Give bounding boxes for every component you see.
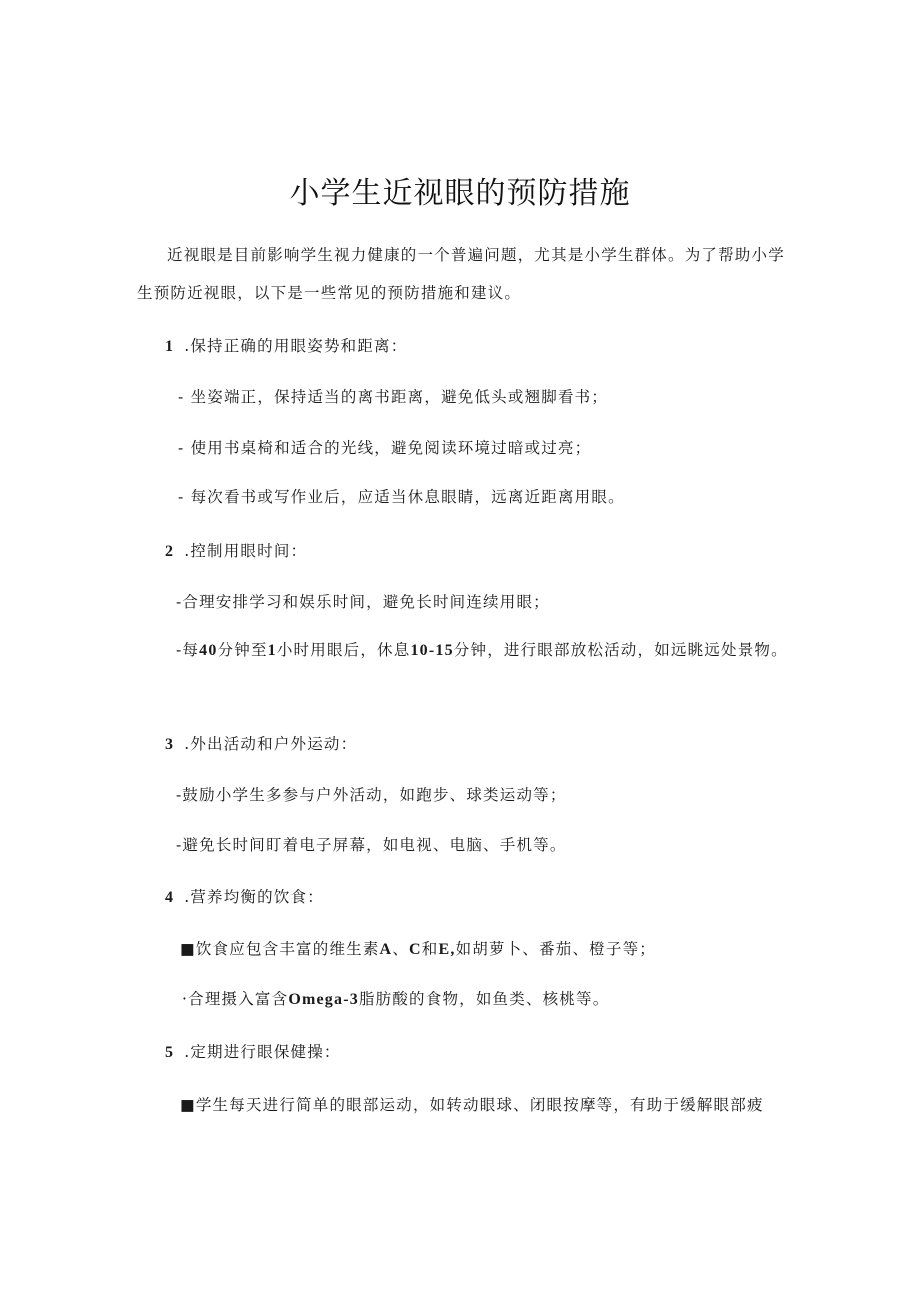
text-segment: ■饮食应包含丰富的维生素 <box>180 940 380 958</box>
section-5-number: 5 <box>165 1044 175 1061</box>
section-3-number: 3 <box>165 736 175 753</box>
page-title: 小学生近视眼的预防措施 <box>289 176 631 211</box>
text-segment: 分钟至 <box>217 641 268 659</box>
text-segment: 、 <box>392 940 410 958</box>
section-5-heading <box>165 1040 341 1062</box>
number-40: 40 <box>199 642 218 659</box>
section-2-item-long <box>137 631 792 670</box>
section-1-title: .保持正确的用眼姿势和距离： <box>184 337 408 355</box>
text-segment: -每 <box>176 641 200 659</box>
section-4-item <box>182 987 609 1009</box>
section-1-number: 1 <box>165 338 175 355</box>
section-3-item: -避免长时间盯着电子屏幕，如电视、电脑、手机等。 <box>176 836 567 854</box>
omega-3: Omega-3 <box>288 991 359 1008</box>
section-1-item: - 每次看书或写作业后，应适当休息眼睛，远离近距离用眼。 <box>178 488 625 506</box>
number-1: 1 <box>267 642 277 659</box>
text-segment: 和 <box>421 940 439 958</box>
section-2-item: -合理安排学习和娱乐时间，避免长时间连续用眼； <box>176 593 550 611</box>
section-1-item: - 坐姿端正，保持适当的离书距离，避免低头或翘脚看书； <box>178 388 609 406</box>
section-2-heading <box>165 539 307 561</box>
section-2-title: .控制用眼时间： <box>184 542 308 560</box>
text-segment: 分钟，进行眼部放松活动，如远眺远处景物。 <box>453 641 788 659</box>
intro-paragraph: 近视眼是目前影响学生视力健康的一个普遍问题，尤其是小学生群体。为了帮助小学生预防近视眼，以下是一些常见的预防措施和建议。 <box>137 246 785 302</box>
text-segment: 小时用眼后，休息 <box>276 641 411 659</box>
section-3-heading <box>165 732 357 754</box>
vitamin-e: E, <box>438 941 456 958</box>
section-4-number: 4 <box>165 889 175 906</box>
vitamin-c: C <box>409 941 422 958</box>
number-10-15: 10-15 <box>410 642 454 659</box>
section-4-title: .营养均衡的饮食： <box>184 888 324 906</box>
section-5-item: ■学生每天进行简单的眼部运动，如转动眼球、闭眼按摩等，有助于缓解眼部疲 <box>180 1096 764 1114</box>
section-1-heading <box>165 334 407 356</box>
section-1-item: - 使用书桌椅和适合的光线，避免阅读环境过暗或过亮； <box>178 439 592 457</box>
section-4-item <box>180 937 656 959</box>
section-2-number: 2 <box>165 543 175 560</box>
text-segment: 如胡萝卜、番茄、橙子等； <box>455 940 656 958</box>
section-3-item: -鼓励小学生多参与户外活动，如跑步、球类运动等； <box>176 786 567 804</box>
vitamin-a: A <box>379 941 393 958</box>
text-segment: 脂肪酸的食物，如鱼类、核桃等。 <box>358 990 610 1008</box>
section-4-heading <box>165 885 324 907</box>
text-segment: ·合理摄入富含 <box>182 990 289 1008</box>
section-5-title: .定期进行眼保健操： <box>184 1043 341 1061</box>
section-3-title: .外出活动和户外运动： <box>184 735 358 753</box>
